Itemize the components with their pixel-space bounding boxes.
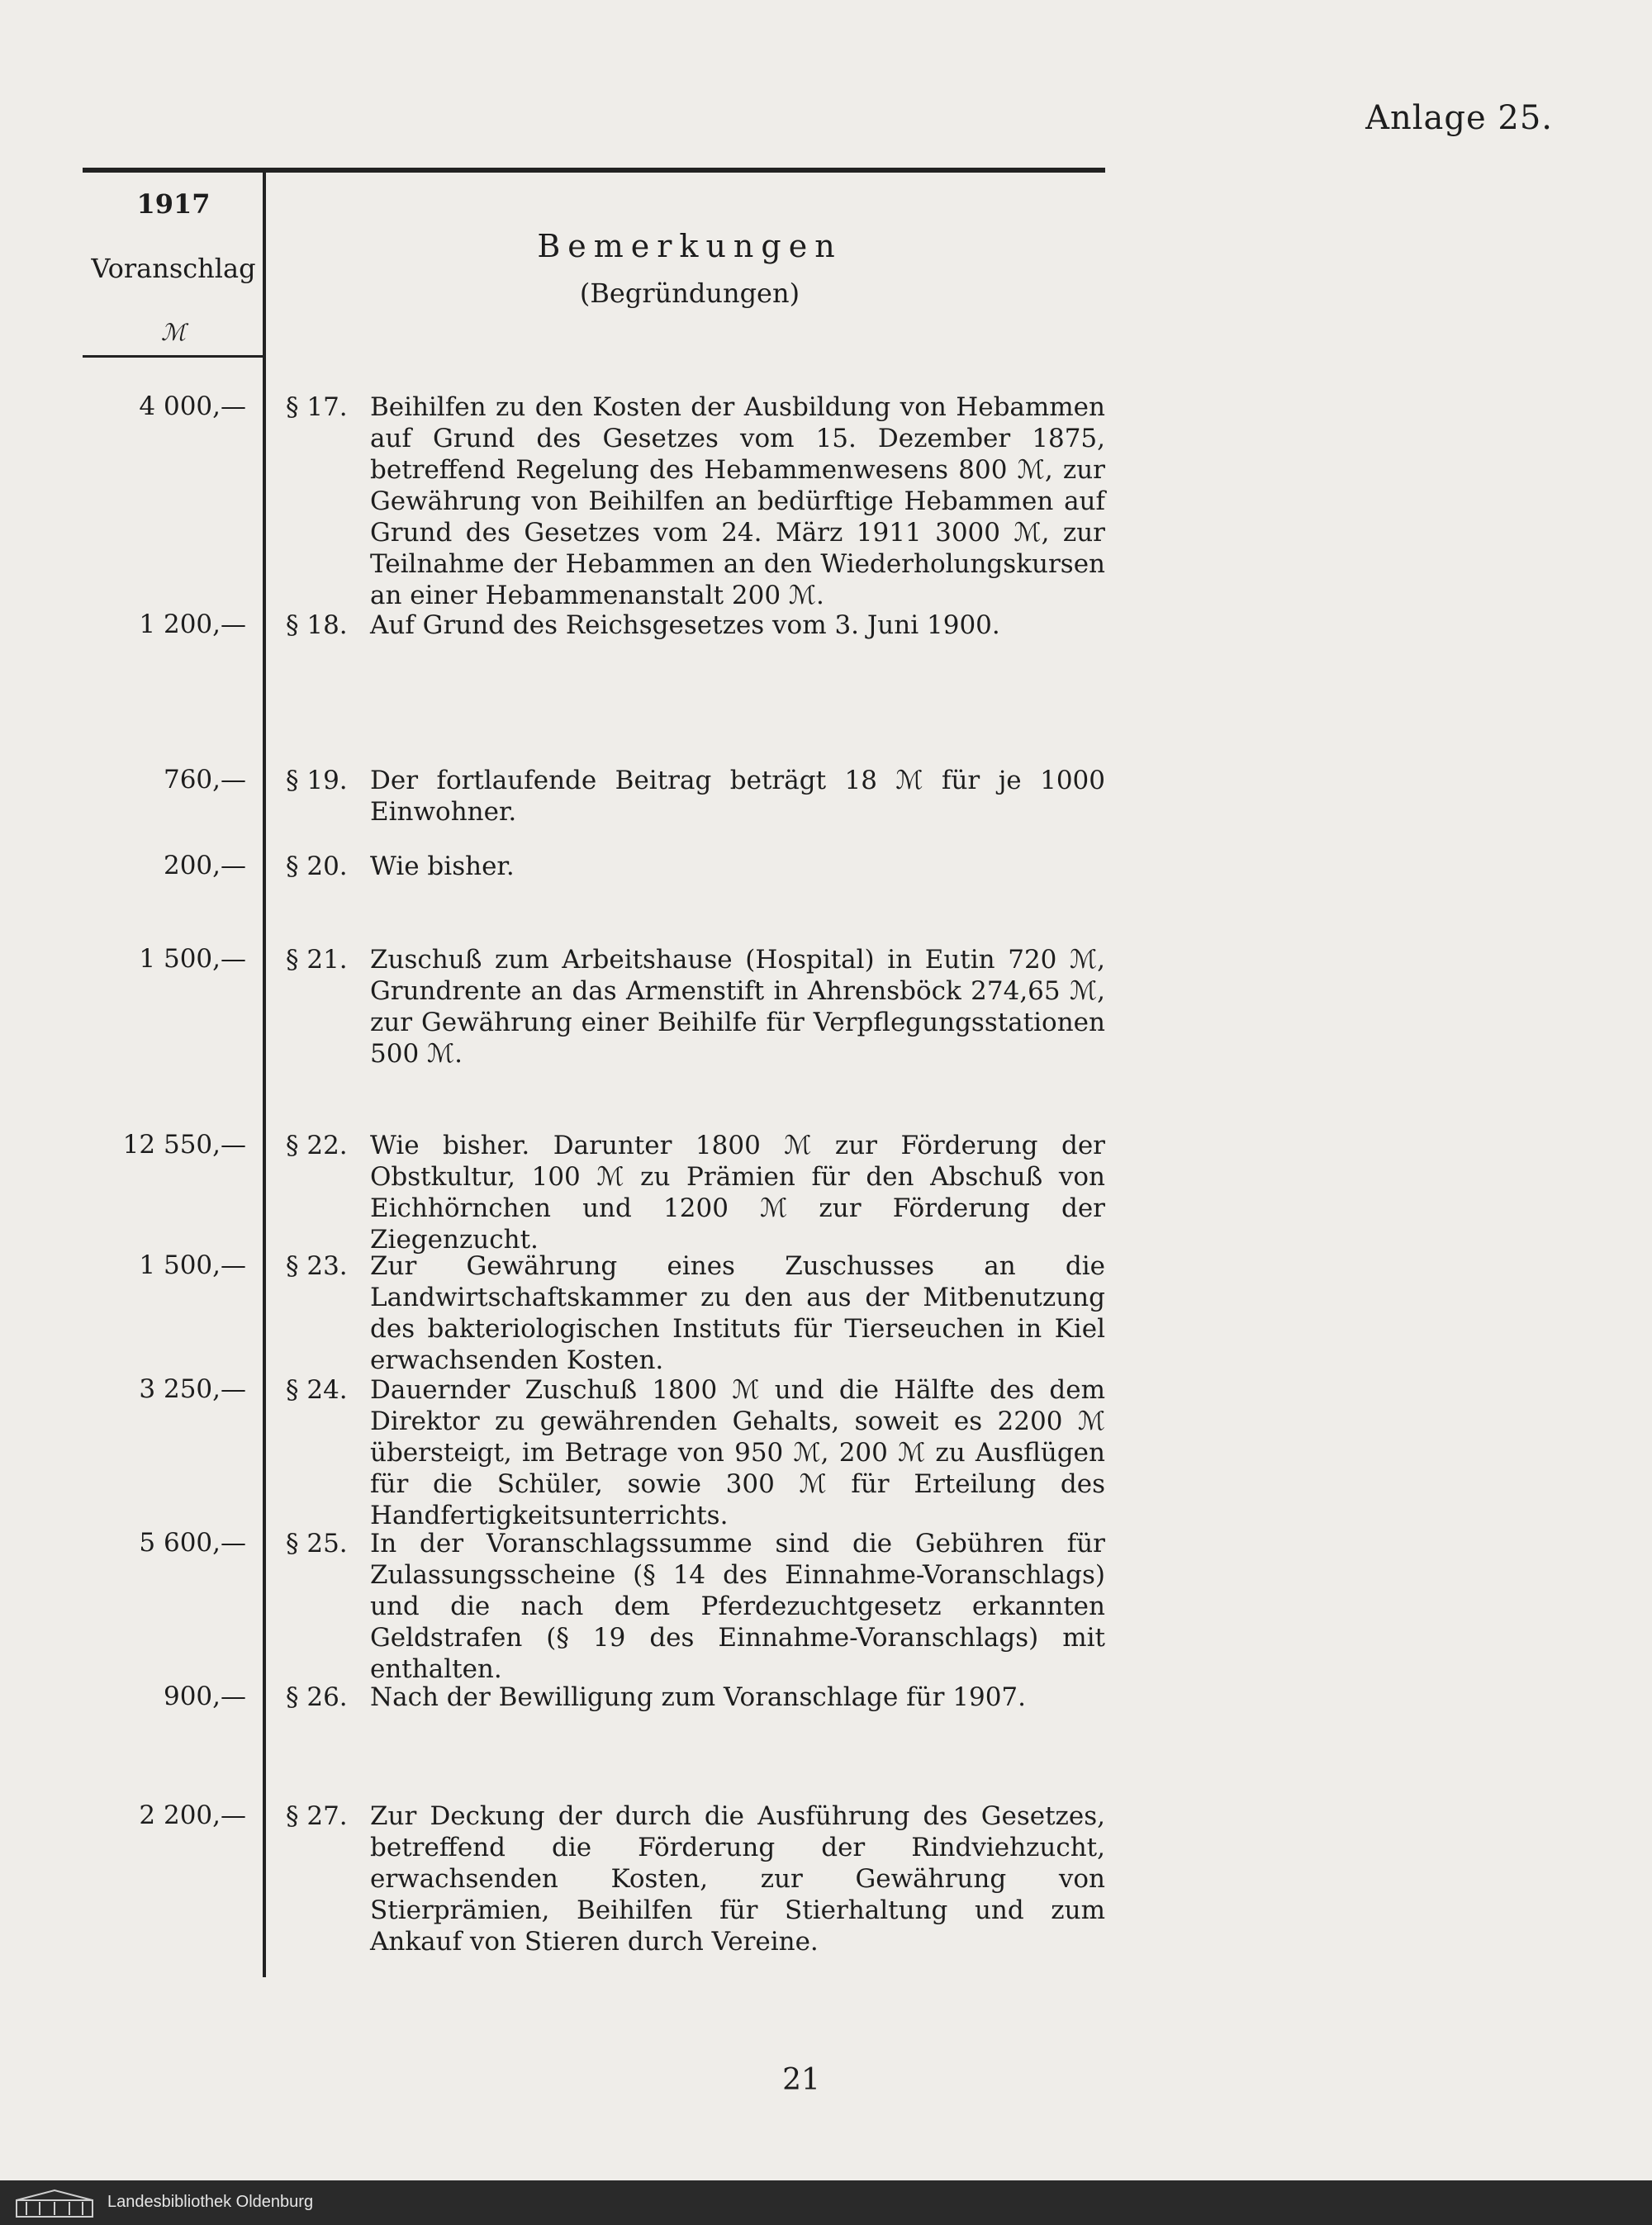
remark-text: Auf Grund des Reichsgesetzes vom 3. Juni 1900. xyxy=(370,610,1000,640)
remark-entry xyxy=(286,610,1105,641)
column-divider xyxy=(263,170,266,1977)
amount-cell: 200,— xyxy=(163,851,246,880)
amount-cell: 3 250,— xyxy=(139,1374,246,1404)
remark-text: Dauernder Zuschuß 1800 ℳ und die Hälfte des dem Direktor zu gewährenden Gehalts, soweit es 2200 ℳ übersteigt, im Betrage von 950 ℳ, 200 ℳ zu Ausflügen für die Schüler, sowie 300 ℳ für Erteilung des Handfertigkeitsunterrichts. xyxy=(370,1375,1105,1530)
remark-entry xyxy=(286,1130,1105,1255)
paragraph-number: § 17. xyxy=(286,392,348,422)
amount-cell: 5 600,— xyxy=(139,1528,246,1558)
paragraph-number: § 21. xyxy=(286,945,348,975)
amount-cell: 900,— xyxy=(163,1682,246,1711)
remarks-title: Bemerkungen xyxy=(537,228,843,264)
remark-entry xyxy=(286,1800,1105,1957)
column-year: 1917 xyxy=(136,188,211,220)
remark-entry xyxy=(286,851,1105,882)
remark-entry xyxy=(286,1682,1105,1713)
paragraph-number: § 26. xyxy=(286,1682,348,1712)
library-building-icon xyxy=(15,2189,94,2218)
remark-entry xyxy=(286,391,1105,611)
library-name: Landesbibliothek Oldenburg xyxy=(107,2193,314,2211)
paragraph-number: § 27. xyxy=(286,1801,348,1831)
remark-text: Wie bisher. Darunter 1800 ℳ zur Förderung der Obstkultur, 100 ℳ zu Prämien für den Abschuß von Eichhörnchen und 1200 ℳ zur Förderung der Ziegenzucht. xyxy=(370,1131,1105,1255)
amount-cell: 12 550,— xyxy=(122,1130,246,1160)
annex-label: Anlage 25. xyxy=(1365,99,1553,137)
page-number: 21 xyxy=(782,2063,820,2097)
paragraph-number: § 18. xyxy=(286,610,348,640)
amount-cell: 2 200,— xyxy=(139,1800,246,1830)
remark-entry xyxy=(286,765,1105,828)
remark-text: Zur Gewährung eines Zuschusses an die Landwirtschaftskammer zu den aus der Mitbenutzung des bakteriologischen Instituts für Tierseuchen in Kiel erwachsenden Kosten. xyxy=(370,1251,1105,1375)
column-unit: ℳ xyxy=(161,319,186,346)
paragraph-number: § 23. xyxy=(286,1251,348,1281)
amount-cell: 1 200,— xyxy=(139,610,246,639)
header-rule xyxy=(83,355,264,358)
remark-text: Nach der Bewilligung zum Voranschlage für 1907. xyxy=(370,1682,1026,1712)
remark-entry xyxy=(286,1250,1105,1376)
remark-text: Zuschuß zum Arbeitshause (Hospital) in Eutin 720 ℳ, Grundrente an das Armenstift in Ahrensböck 274,65 ℳ, zur Gewährung einer Beihilfe für Verpflegungsstationen 500 ℳ. xyxy=(370,945,1105,1069)
library-footer xyxy=(0,2180,1652,2225)
paragraph-number: § 25. xyxy=(286,1529,348,1558)
remark-text: Zur Deckung der durch die Ausführung des Gesetzes, betreffend die Förderung der Rindviehzucht, erwachsenden Kosten, zur Gewährung von Stierprämien, Beihilfen für Stierhaltung und zum Ankauf von Stieren durch Vereine. xyxy=(370,1801,1105,1957)
remark-entry xyxy=(286,944,1105,1070)
remark-entry xyxy=(286,1528,1105,1685)
paragraph-number: § 24. xyxy=(286,1375,348,1405)
paragraph-number: § 19. xyxy=(286,766,348,795)
amount-cell: 1 500,— xyxy=(139,1250,246,1280)
remark-text: Beihilfen zu den Kosten der Ausbildung von Hebammen auf Grund des Gesetzes vom 15. Dezember 1875, betreffend Regelung des Hebammenwesens 800 ℳ, zur Gewährung von Beihilfen an bedürftige Hebammen auf Grund des Gesetzes vom 24. März 1911 3000 ℳ, zur Teilnahme der Hebammen an den Wiederholungskursen an einer Hebammenanstalt 200 ℳ. xyxy=(370,392,1105,610)
remark-text: In der Voranschlagssumme sind die Gebühren für Zulassungsscheine (§ 14 des Einnahme-Voranschlags) und die nach dem Pferdezuchtgesetz erkannten Geldstrafen (§ 19 des Einnahme-Voranschlags) mit enthalten. xyxy=(370,1529,1105,1684)
remark-text: Wie bisher. xyxy=(370,852,515,881)
table-top-rule xyxy=(83,168,1105,173)
remarks-subtitle: (Begründungen) xyxy=(579,278,800,309)
amount-cell: 4 000,— xyxy=(139,391,246,421)
remark-text: Der fortlaufende Beitrag beträgt 18 ℳ für je 1000 Einwohner. xyxy=(370,766,1105,827)
paragraph-number: § 22. xyxy=(286,1131,348,1160)
column-subheading: Voranschlag xyxy=(91,253,256,284)
amount-cell: 1 500,— xyxy=(139,944,246,974)
remark-entry xyxy=(286,1374,1105,1531)
amount-cell: 760,— xyxy=(163,765,246,795)
paragraph-number: § 20. xyxy=(286,852,348,881)
